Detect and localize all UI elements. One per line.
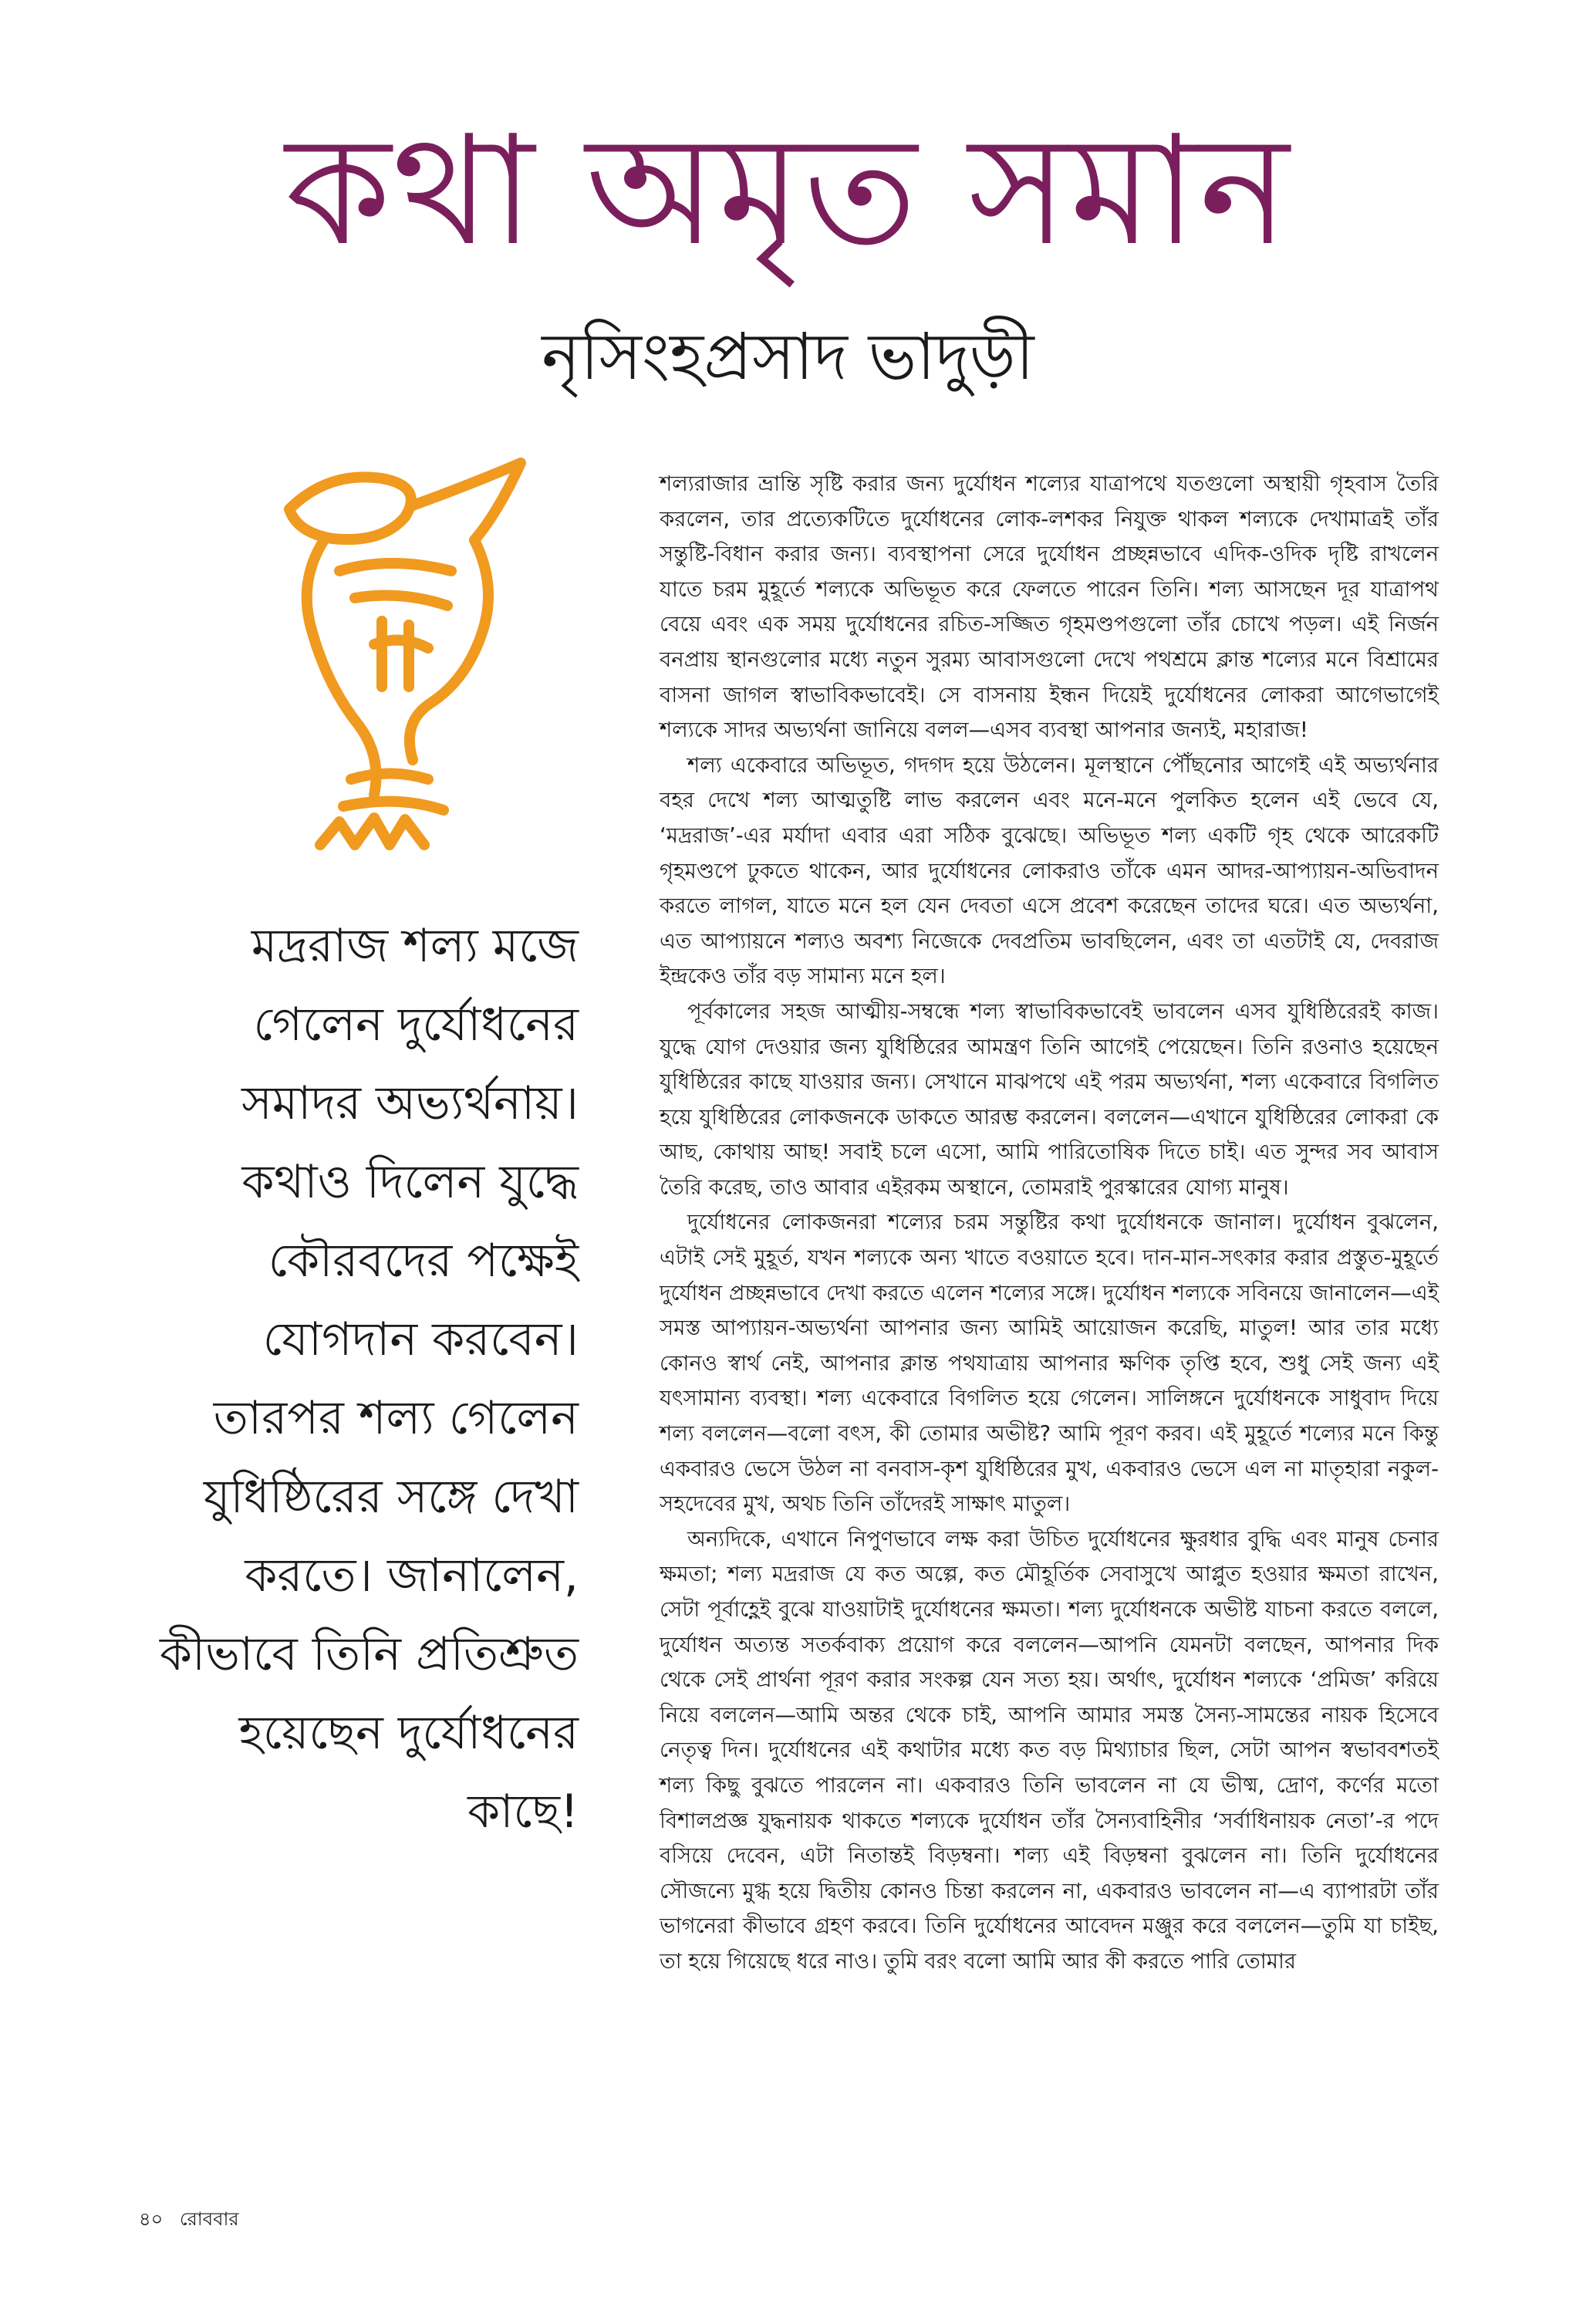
body-paragraph: শল্য একেবারে অভিভূত, গদগদ হয়ে উঠলেন। মূলস্থানে পৌঁছনোর আগেই এই অভ্যর্থনার বহর দেখে শল্য আত্মতুষ্টি লাভ করলেন এবং মনে-মনে পুলকিত হলেন এই ভেবে যে, ‘মদ্ররাজ’-এর মর্যাদা এবার এরা সঠিক বুঝেছে। অভিভূত শল্য একটি গৃহ থেকে আরেকটি গৃহমণ্ডপে ঢুকতে থাকেন, আর দুর্যোধনের লোকরাও তাঁকে এমন আদর-আপ্যায়ন-অভিবাদন করতে লাগল, যাতে মনে হল যেন দেবতা এসে প্রবেশ করেছেন তাদের ঘরে। এত অভ্যর্থনা, এত আপ্যায়নে শল্যও অবশ্য নিজেকে দেবপ্রতিম ভাবছিলেন, এবং তা এতটাই যে, দেবরাজ ইন্দ্রকেও তাঁর বড় সামান্য মনে হল। (660, 752, 1439, 989)
illustration-nose-stroke (382, 621, 409, 687)
illustration-eye-stroke (355, 596, 447, 606)
illustration-face-outline-stroke (307, 540, 376, 795)
illustration-beak-stroke (413, 463, 521, 540)
body-paragraph: পূর্বকালের সহজ আত্মীয়-সম্বন্ধে শল্য স্বাভাবিকভাবেই ভাবলেন এসব যুধিষ্ঠিরেরই কাজ। যুদ্ধে যোগ দেওয়ার জন্য যুধিষ্ঠিরের আমন্ত্রণ তিনি আগেই পেয়েছেন। তিনি রওনাও হয়েছেন যুধিষ্ঠিরের কাছে যাওয়ার জন্য। সেখানে মাঝপথে এই পরম অভ্যর্থনা, শল্য একেবারে বিগলিত হয়ে যুধিষ্ঠিরের লোকজনকে ডাকতে আরম্ভ করলেন। বললেন—এখানে যুধিষ্ঠিরের লোকরা কে আছ, কোথায় আছ! সবাই চলে এসো, আমি পারিতোষিক দিতে চাই। এত সুন্দর সব আবাস তৈরি করেছ, তাও আবার এইরকম অস্থানে, তোমরাই পুরস্কারের যোগ্য মানুষ। (660, 998, 1439, 1200)
author-byline: নৃসিংহপ্রসাদ ভাদুড়ী (542, 319, 1034, 394)
illustration-collar-stroke (343, 774, 444, 811)
illustration-brow-stroke (339, 563, 451, 571)
body-paragraph: শল্যরাজার ভ্রান্তি সৃষ্টি করার জন্য দুর্যোধন শল্যের যাত্রাপথে যতগুলো অস্থায়ী গৃহবাস তৈরি করলেন, তার প্রত্যেকটিতে দুর্যোধনের লোক-লশকর নিযুক্ত থাকল শল্যকে দেখামাত্রই তাঁর সন্তুষ্টি-বিধান করার জন্য। ব্যবস্থাপনা সেরে দুর্যোধন প্রচ্ছন্নভাবে এদিক-ওদিক দৃষ্টি রাখলেন যাতে চরম মুহূর্তে শল্যকে অভিভূত করে ফেলতে পারেন তিনি। শল্য আসছেন দূর যাত্রাপথ বেয়ে এবং এক সময় দুর্যোধনের রচিত-সজ্জিত গৃহমণ্ডপগুলো তাঁর চোখে পড়ল। এই নির্জন বনপ্রায় স্থানগুলোর মধ্যে নতুন সুরম্য আবাসগুলো দেখে পথশ্রমে ক্লান্ত শল্যের মনে বিশ্রামের বাসনা জাগল স্বাভাবিকভাবেই। সে বাসনায় ইন্ধন দিয়েই দুর্যোধনের লোকরা আগেভাগেই শল্যকে সাদর অভ্যর্থনা জানিয়ে বলল—এসব ব্যবস্থা আপনার জন্যই, মহারাজ! (660, 471, 1439, 743)
body-paragraph: দুর্যোধনের লোকজনরা শল্যের চরম সন্তুষ্টির কথা দুর্যোধনকে জানাল। দুর্যোধন বুঝলেন, এটাই সেই মুহূর্ত, যখন শল্যকে অন্য খাতে বওয়াতে হবে। দান-মান-সৎকার করার প্রস্তুত-মুহূর্তে দুর্যোধন প্রচ্ছন্নভাবে দেখা করতে এলেন শল্যের সঙ্গে। দুর্যোধন শল্যকে সবিনয়ে জানালেন—এই সমস্ত আপ্যায়ন-অভ্যর্থনা আপনার জন্য আমিই আয়োজন করেছি, মাতুল! আর তার মধ্যে কোনও স্বার্থ নেই, আপনার ক্লান্ত পথযাত্রায় আপনার ক্ষণিক তৃপ্তি হবে, শুধু সেই জন্য এই যৎসামান্য ব্যবস্থা। শল্য একেবারে বিগলিত হয়ে গেলেন। সালিঙ্গনে দুর্যোধনকে সাধুবাদ দিয়ে শল্য বললেন—বলো বৎস, কী তোমার অভীষ্ট? আমি পূরণ করব। এই মুহূর্তে শল্যের মনে কিন্তু একবারও ভেসে উঠল না বনবাস-কৃশ যুধিষ্ঠিরের মুখ, একবারও ভেসে এল না মাতৃহারা নকুল-সহদেবের মুখ, অথচ তিনি তাঁদেরই সাক্ষাৎ মাতুল। (660, 1210, 1439, 1517)
article-title: কথা অমৃত সমান (285, 103, 1291, 279)
magazine-name: রোববার (179, 2208, 239, 2230)
article-body (660, 467, 1439, 1980)
illustration-crest-stroke (289, 477, 411, 539)
stylized-face-sketch-icon (266, 455, 590, 856)
page-number: ৪০ (139, 2208, 164, 2230)
body-paragraph: অন্যদিকে, এখানে নিপুণভাবে লক্ষ করা উচিত দুর্যোধনের ক্ষুরধার বুদ্ধি এবং মানুষ চেনার ক্ষমতা; শল্য মদ্ররাজ যে কত অল্পে, কত মৌহূর্তিক সেবাসুখে আপ্লুত হওয়ার ক্ষমতা রাখেন, সেটা পূর্বাহ্ণেই বুঝে যাওয়াটাই দুর্যোধনের ক্ষমতা। শল্য দুর্যোধনকে অভীষ্ট যাচনা করতে বললে, দুর্যোধন অত্যন্ত সতর্কবাক্য প্রয়োগ করে বললেন—আপনি যেমনটা বলছেন, আপনার দিক থেকে সেই প্রার্থনা পূরণ করার সংকল্প যেন সত্য হয়। অর্থাৎ, দুর্যোধন শল্যকে ‘প্রমিজ’ করিয়ে নিয়ে বললেন—আমি অন্তর থেকে চাই, আপনি আমার সমস্ত সৈন্য-সামন্তের নায়ক হিসেবে নেতৃত্ব দিন। দুর্যোধনের এই কথাটার মধ্যে কত বড় মিথ্যাচার ছিল, সেটা আপন স্বভাববশতই শল্য কিছু বুঝতে পারলেন না। একবারও তিনি ভাবলেন না যে ভীষ্ম, দ্রোণ, কর্ণের মতো বিশালপ্রজ্ঞ যুদ্ধনায়ক থাকতে শল্যকে দুর্যোধন তাঁর সৈন্যবাহিনীর ‘সর্বাধিনায়ক নেতা’-র পদে বসিয়ে দেবেন, এটা নিতান্তই বিড়ম্বনা। শল্য এই বিড়ম্বনা বুঝলেন না। তিনি দুর্যোধনের সৌজন্যে মুগ্ধ হয়ে দ্বিতীয় কোনও চিন্তা করলেন না, একবারও ভাবলেন না—এ ব্যাপারটা তাঁর ভাগনেরা কীভাবে গ্রহণ করবে। তিনি দুর্যোধনের আবেদন মঞ্জুর করে বললেন—তুমি যা চাইছ, তা হয়ে গিয়েছে ধরে নাও। তুমি বরং বলো আমি আর কী করতে পারি তোমার (660, 1526, 1439, 1974)
illustration-mouth-stroke (374, 640, 428, 648)
illustration-base-stroke (320, 818, 424, 845)
page-footer (139, 2205, 250, 2236)
pull-quote: মদ্ররাজ শল্য মজে গেলেন দুর্যোধনের সমাদর অভ্যর্থনায়। কথাও দিলেন যুদ্ধে কৌরবদের পক্ষেই যোগদান করবেন। তারপর শল্য গেলেন যুধিষ্ঠিরের সঙ্গে দেখা করতে। জানালেন, কীভাবে তিনি প্রতিশ্রুত হয়েছেন দুর্যোধনের কাছে! (160, 919, 579, 1839)
